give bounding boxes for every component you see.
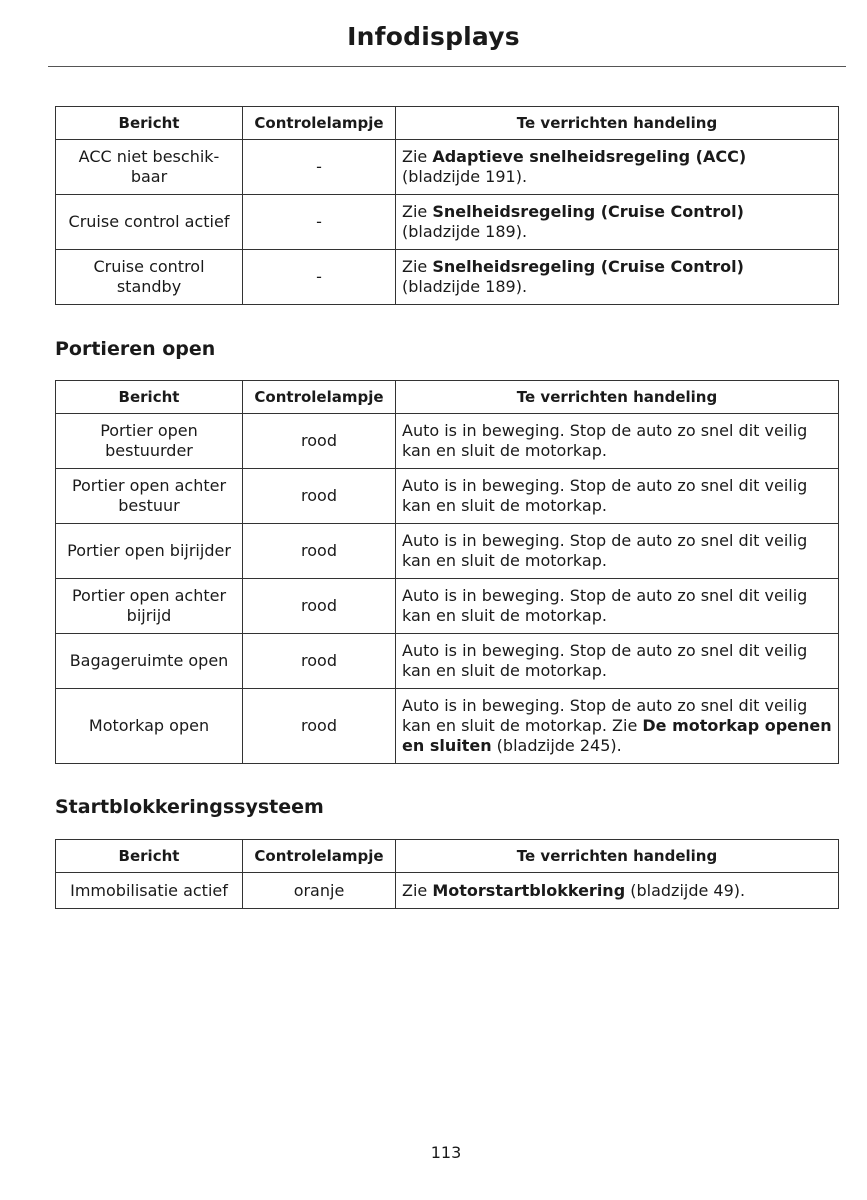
page-number: 113 — [430, 1143, 462, 1162]
lamp-cell: rood — [243, 689, 396, 764]
message-cell: Immobilisatie actief — [56, 873, 243, 909]
page-reference-title: Snelheidsregeling (Cruise Control) — [432, 202, 744, 221]
table-row — [56, 195, 839, 250]
message-cell: Portier open bestuurder — [56, 414, 243, 469]
action-cell: Auto is in beweging. Stop de auto zo snel dit veilig kan en sluit de motorkap. — [396, 469, 839, 524]
column-header-message: Bericht — [56, 840, 243, 873]
column-header-message: Bericht — [56, 107, 243, 140]
action-cell: Auto is in beweging. Stop de auto zo snel dit veilig kan en sluit de motorkap. — [396, 414, 839, 469]
message-cell: Portier open achter bijrijd — [56, 579, 243, 634]
action-cell: Zie Motorstartblokkering (bladzijde 49). — [396, 873, 839, 909]
lamp-cell: rood — [243, 524, 396, 579]
table-row — [56, 250, 839, 305]
table-row — [56, 873, 839, 909]
column-header-action: Te verrichten handeling — [396, 381, 839, 414]
table-header-row — [56, 840, 839, 873]
header-divider — [48, 66, 846, 67]
column-header-action: Te verrichten handeling — [396, 840, 839, 873]
column-header-lamp: Controlelampje — [243, 107, 396, 140]
column-header-lamp: Controlelampje — [243, 840, 396, 873]
action-cell: Zie Adaptieve snelheidsregeling (ACC) (bladzijde 191). — [396, 140, 839, 195]
message-cell: Cruise control actief — [56, 195, 243, 250]
table-row — [56, 469, 839, 524]
lamp-cell: - — [243, 250, 396, 305]
lamp-cell: - — [243, 140, 396, 195]
info-table-cruise — [55, 106, 839, 305]
info-table-immobilizer — [55, 839, 839, 909]
action-cell: Zie Snelheidsregeling (Cruise Control) (bladzijde 189). — [396, 195, 839, 250]
lamp-cell: rood — [243, 469, 396, 524]
section-title-portieren-open: Portieren open — [55, 338, 216, 360]
message-cell: Portier open bijrijder — [56, 524, 243, 579]
page-title: Infodisplays — [347, 22, 520, 51]
info-table-doors — [55, 380, 839, 764]
message-cell: Bagageruimte open — [56, 634, 243, 689]
lamp-cell: rood — [243, 634, 396, 689]
message-cell: ACC niet beschik- baar — [56, 140, 243, 195]
message-cell: Portier open achter bestuur — [56, 469, 243, 524]
lamp-cell: oranje — [243, 873, 396, 909]
table-row — [56, 634, 839, 689]
lamp-cell: rood — [243, 414, 396, 469]
section-title-startblokkering: Startblokkeringssysteem — [55, 796, 324, 818]
lamp-cell: rood — [243, 579, 396, 634]
table-header-row — [56, 381, 839, 414]
table-header-row — [56, 107, 839, 140]
page-reference-title: De motorkap openen en sluiten — [402, 716, 832, 755]
column-header-message: Bericht — [56, 381, 243, 414]
page-reference-title: Snelheidsregeling (Cruise Control) — [432, 257, 744, 276]
action-cell: Auto is in beweging. Stop de auto zo snel dit veilig kan en sluit de motorkap. — [396, 524, 839, 579]
table-row — [56, 140, 839, 195]
table-row — [56, 579, 839, 634]
message-cell: Motorkap open — [56, 689, 243, 764]
page-reference-title: Motorstartblokkering — [432, 880, 626, 900]
table-row — [56, 414, 839, 469]
table-row — [56, 689, 839, 764]
page-reference-title: Adaptieve snelheidsregeling (ACC) — [432, 147, 747, 166]
action-cell: Zie Snelheidsregeling (Cruise Control) (bladzijde 189). — [396, 250, 839, 305]
action-cell: Auto is in beweging. Stop de auto zo snel dit veilig kan en sluit de motorkap. — [396, 634, 839, 689]
column-header-lamp: Controlelampje — [243, 381, 396, 414]
message-cell: Cruise control standby — [56, 250, 243, 305]
action-cell: Auto is in beweging. Stop de auto zo snel dit veilig kan en sluit de motorkap. Zie De motorkap openen en sluiten (bladzijde 245). — [396, 689, 839, 764]
action-cell: Auto is in beweging. Stop de auto zo snel dit veilig kan en sluit de motorkap. — [396, 579, 839, 634]
lamp-cell: - — [243, 195, 396, 250]
column-header-action: Te verrichten handeling — [396, 107, 839, 140]
table-row — [56, 524, 839, 579]
